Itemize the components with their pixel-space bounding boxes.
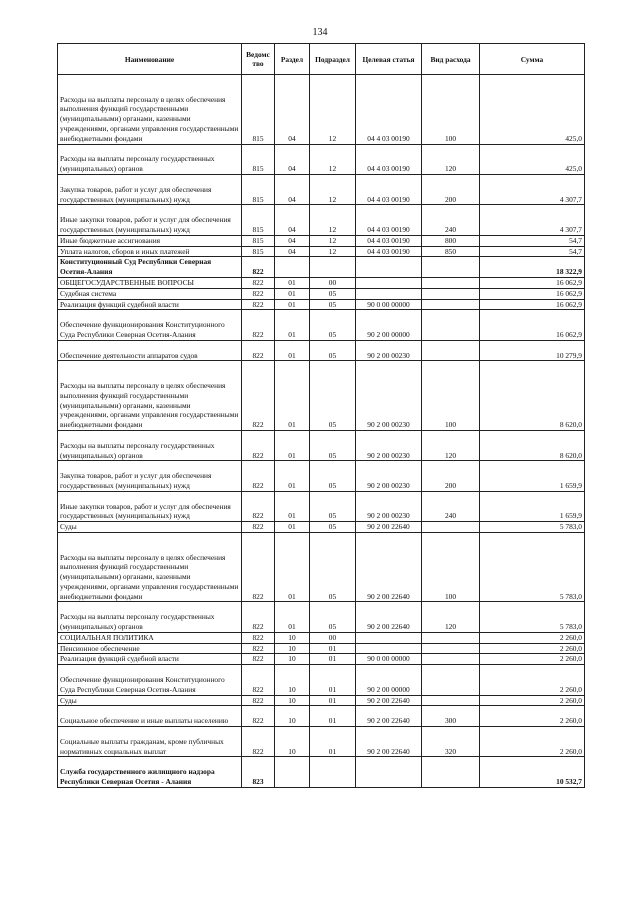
cell-podrazdel: 05: [310, 310, 356, 340]
cell-celevaya-statya: [356, 643, 422, 654]
cell-podrazdel: 05: [310, 532, 356, 602]
cell-summa: 8 620,0: [480, 430, 585, 460]
header-summa: Сумма: [480, 44, 585, 75]
cell-celevaya-statya: 04 4 03 00190: [356, 75, 422, 145]
cell-vid-rashoda: 240: [422, 205, 480, 235]
cell-vedomstvo: 815: [242, 246, 275, 257]
cell-summa: 2 260,0: [480, 654, 585, 665]
cell-celevaya-statya: 90 2 00 22640: [356, 532, 422, 602]
cell-name: Расходы на выплаты персоналу в целях обеспечения выполнения функций государственными (муниципальными) органами, казенными учреждениями, органами управления государственными внебюджетными фондами: [58, 75, 242, 145]
table-row: [58, 532, 585, 602]
cell-podrazdel: 05: [310, 288, 356, 299]
cell-name: Уплата налогов, сборов и иных платежей: [58, 246, 242, 257]
cell-vedomstvo: 815: [242, 205, 275, 235]
budget-table: [57, 43, 585, 788]
cell-name: Расходы на выплаты персоналу в целях обеспечения выполнения функций государственными (муниципальными) органами, казенными учреждениями, органами управления государственными внебюджетными фондами: [58, 361, 242, 431]
cell-name: СОЦИАЛЬНАЯ ПОЛИТИКА: [58, 632, 242, 643]
cell-summa: 2 260,0: [480, 706, 585, 727]
cell-podrazdel: 12: [310, 246, 356, 257]
cell-vedomstvo: 815: [242, 174, 275, 204]
cell-vid-rashoda: 120: [422, 430, 480, 460]
cell-name: ОБЩЕГОСУДАРСТВЕННЫЕ ВОПРОСЫ: [58, 277, 242, 288]
table-row: [58, 695, 585, 706]
cell-podrazdel: 01: [310, 654, 356, 665]
cell-vedomstvo: 822: [242, 257, 275, 278]
cell-vedomstvo: 822: [242, 532, 275, 602]
cell-podrazdel: 05: [310, 361, 356, 431]
cell-vedomstvo: 823: [242, 757, 275, 787]
cell-vid-rashoda: [422, 632, 480, 643]
cell-razdel: 10: [275, 727, 310, 757]
cell-name: Суды: [58, 695, 242, 706]
cell-name: Обеспечение функционирования Конституционного Суда Республики Северная Осетия-Алания: [58, 665, 242, 695]
cell-celevaya-statya: 90 2 00 22640: [356, 706, 422, 727]
cell-vid-rashoda: [422, 257, 480, 278]
cell-name: Конституционный Суд Республики Северная Осетия-Алания: [58, 257, 242, 278]
cell-razdel: 01: [275, 340, 310, 361]
cell-vid-rashoda: [422, 522, 480, 533]
cell-razdel: 10: [275, 665, 310, 695]
cell-razdel: 04: [275, 246, 310, 257]
cell-vedomstvo: 822: [242, 643, 275, 654]
cell-razdel: 01: [275, 532, 310, 602]
cell-vedomstvo: 822: [242, 602, 275, 632]
cell-celevaya-statya: 90 2 00 00000: [356, 310, 422, 340]
cell-podrazdel: 05: [310, 461, 356, 491]
cell-vedomstvo: 822: [242, 461, 275, 491]
cell-vid-rashoda: [422, 654, 480, 665]
cell-vedomstvo: 822: [242, 522, 275, 533]
cell-razdel: 04: [275, 144, 310, 174]
table-row: [58, 654, 585, 665]
table-row: [58, 205, 585, 235]
cell-summa: 4 307,7: [480, 205, 585, 235]
cell-vid-rashoda: [422, 277, 480, 288]
cell-razdel: 01: [275, 361, 310, 431]
cell-podrazdel: 01: [310, 706, 356, 727]
cell-razdel: 10: [275, 632, 310, 643]
cell-name: Служба государственного жилищного надзора Республики Северная Осетия - Алания: [58, 757, 242, 787]
cell-razdel: 01: [275, 461, 310, 491]
cell-summa: 425,0: [480, 144, 585, 174]
cell-razdel: 01: [275, 602, 310, 632]
cell-razdel: 04: [275, 174, 310, 204]
table-body: [58, 75, 585, 788]
cell-vedomstvo: 822: [242, 695, 275, 706]
cell-podrazdel: 12: [310, 75, 356, 145]
cell-summa: 5 783,0: [480, 532, 585, 602]
cell-name: Реализация функций судебной власти: [58, 299, 242, 310]
cell-podrazdel: 12: [310, 205, 356, 235]
cell-summa: 1 659,9: [480, 461, 585, 491]
page-number: 134: [312, 27, 328, 38]
table-row: [58, 643, 585, 654]
cell-summa: 54,7: [480, 246, 585, 257]
table-row: [58, 706, 585, 727]
cell-razdel: 04: [275, 235, 310, 246]
cell-vid-rashoda: 200: [422, 174, 480, 204]
cell-celevaya-statya: [356, 632, 422, 643]
cell-podrazdel: 05: [310, 522, 356, 533]
table-row: [58, 144, 585, 174]
cell-celevaya-statya: 90 2 00 22640: [356, 522, 422, 533]
cell-razdel: 01: [275, 299, 310, 310]
header-razdel: Раздел: [275, 44, 310, 75]
cell-podrazdel: 01: [310, 665, 356, 695]
table-row: [58, 299, 585, 310]
cell-vedomstvo: 822: [242, 491, 275, 521]
cell-summa: 16 062,9: [480, 288, 585, 299]
cell-podrazdel: 12: [310, 144, 356, 174]
cell-podrazdel: 05: [310, 602, 356, 632]
table-row: [58, 491, 585, 521]
table-row: [58, 665, 585, 695]
cell-vedomstvo: 822: [242, 430, 275, 460]
cell-vedomstvo: 822: [242, 632, 275, 643]
cell-summa: 4 307,7: [480, 174, 585, 204]
cell-summa: 1 659,9: [480, 491, 585, 521]
cell-podrazdel: 00: [310, 277, 356, 288]
cell-summa: 2 260,0: [480, 695, 585, 706]
cell-vedomstvo: 822: [242, 277, 275, 288]
cell-podrazdel: 01: [310, 727, 356, 757]
cell-podrazdel: [310, 757, 356, 787]
header-podrazdel: Подраздел: [310, 44, 356, 75]
cell-vid-rashoda: 850: [422, 246, 480, 257]
cell-razdel: 01: [275, 522, 310, 533]
cell-summa: 2 260,0: [480, 665, 585, 695]
cell-vedomstvo: 815: [242, 235, 275, 246]
cell-celevaya-statya: 90 0 00 00000: [356, 299, 422, 310]
table-row: [58, 430, 585, 460]
cell-celevaya-statya: 90 2 00 00000: [356, 665, 422, 695]
cell-summa: 54,7: [480, 235, 585, 246]
cell-name: Иные закупки товаров, работ и услуг для обеспечения государственных (муниципальных) нужд: [58, 491, 242, 521]
cell-razdel: 10: [275, 643, 310, 654]
cell-summa: 2 260,0: [480, 632, 585, 643]
cell-podrazdel: 05: [310, 299, 356, 310]
table-row: [58, 174, 585, 204]
cell-razdel: 01: [275, 310, 310, 340]
cell-podrazdel: [310, 257, 356, 278]
header-vid-rashoda: Вид расхода: [422, 44, 480, 75]
cell-razdel: [275, 757, 310, 787]
cell-celevaya-statya: 04 4 03 00190: [356, 205, 422, 235]
cell-razdel: 01: [275, 288, 310, 299]
cell-name: Реализация функций судебной власти: [58, 654, 242, 665]
cell-celevaya-statya: 04 4 03 00190: [356, 235, 422, 246]
cell-vedomstvo: 822: [242, 299, 275, 310]
cell-vid-rashoda: 120: [422, 602, 480, 632]
cell-name: Пенсионное обеспечение: [58, 643, 242, 654]
cell-name: Закупка товаров, работ и услуг для обеспечения государственных (муниципальных) нужд: [58, 461, 242, 491]
cell-celevaya-statya: [356, 288, 422, 299]
cell-summa: 18 322,9: [480, 257, 585, 278]
cell-name: Социальное обеспечение и иные выплаты населению: [58, 706, 242, 727]
cell-vedomstvo: 822: [242, 288, 275, 299]
cell-razdel: 01: [275, 277, 310, 288]
cell-name: Иные бюджетные ассигнования: [58, 235, 242, 246]
cell-celevaya-statya: 90 2 00 00230: [356, 340, 422, 361]
cell-podrazdel: 05: [310, 430, 356, 460]
cell-celevaya-statya: [356, 257, 422, 278]
cell-vid-rashoda: 320: [422, 727, 480, 757]
cell-celevaya-statya: 90 0 00 00000: [356, 654, 422, 665]
cell-razdel: 01: [275, 491, 310, 521]
cell-summa: 16 062,9: [480, 310, 585, 340]
cell-celevaya-statya: [356, 277, 422, 288]
cell-vid-rashoda: 100: [422, 532, 480, 602]
cell-vedomstvo: 815: [242, 75, 275, 145]
cell-razdel: 04: [275, 205, 310, 235]
cell-name: Обеспечение деятельности аппаратов судов: [58, 340, 242, 361]
cell-celevaya-statya: 90 2 00 22640: [356, 602, 422, 632]
cell-razdel: 10: [275, 695, 310, 706]
table-row: [58, 257, 585, 278]
cell-summa: 5 783,0: [480, 522, 585, 533]
cell-podrazdel: 05: [310, 340, 356, 361]
cell-celevaya-statya: 04 4 03 00190: [356, 174, 422, 204]
cell-vedomstvo: 822: [242, 340, 275, 361]
cell-name: Закупка товаров, работ и услуг для обеспечения государственных (муниципальных) нужд: [58, 174, 242, 204]
cell-summa: 2 260,0: [480, 643, 585, 654]
cell-name: Суды: [58, 522, 242, 533]
cell-vedomstvo: 822: [242, 310, 275, 340]
table-row: [58, 461, 585, 491]
cell-name: Судебная система: [58, 288, 242, 299]
cell-vedomstvo: 822: [242, 654, 275, 665]
cell-name: Расходы на выплаты персоналу в целях обеспечения выполнения функций государственными (муниципальными) органами, казенными учреждениями, органами управления государственными внебюджетными фондами: [58, 532, 242, 602]
cell-razdel: 01: [275, 430, 310, 460]
cell-summa: 425,0: [480, 75, 585, 145]
cell-name: Расходы на выплаты персоналу государственных (муниципальных) органов: [58, 602, 242, 632]
cell-vid-rashoda: [422, 695, 480, 706]
cell-vid-rashoda: [422, 310, 480, 340]
cell-celevaya-statya: 90 2 00 22640: [356, 727, 422, 757]
cell-celevaya-statya: 90 2 00 00230: [356, 430, 422, 460]
cell-razdel: [275, 257, 310, 278]
cell-vid-rashoda: 300: [422, 706, 480, 727]
cell-name: Обеспечение функционирования Конституционного Суда Республики Северная Осетия-Алания: [58, 310, 242, 340]
table-row: [58, 246, 585, 257]
cell-vedomstvo: 815: [242, 144, 275, 174]
cell-podrazdel: 12: [310, 235, 356, 246]
cell-podrazdel: 01: [310, 695, 356, 706]
cell-podrazdel: 00: [310, 632, 356, 643]
table-row: [58, 361, 585, 431]
cell-celevaya-statya: 04 4 03 00190: [356, 144, 422, 174]
cell-vid-rashoda: [422, 288, 480, 299]
cell-vid-rashoda: [422, 299, 480, 310]
cell-vedomstvo: 822: [242, 665, 275, 695]
cell-vid-rashoda: [422, 665, 480, 695]
cell-summa: 10 532,7: [480, 757, 585, 787]
cell-name: Иные закупки товаров, работ и услуг для обеспечения государственных (муниципальных) нужд: [58, 205, 242, 235]
cell-podrazdel: 12: [310, 174, 356, 204]
cell-celevaya-statya: 04 4 03 00190: [356, 246, 422, 257]
cell-razdel: 04: [275, 75, 310, 145]
cell-vedomstvo: 822: [242, 727, 275, 757]
cell-vid-rashoda: 240: [422, 491, 480, 521]
cell-celevaya-statya: [356, 757, 422, 787]
table-row: [58, 522, 585, 533]
cell-vid-rashoda: 120: [422, 144, 480, 174]
cell-name: Социальные выплаты гражданам, кроме публичных нормативных социальных выплат: [58, 727, 242, 757]
table-row: [58, 288, 585, 299]
cell-summa: 10 279,9: [480, 340, 585, 361]
header-celevaya-statya: Целевая статья: [356, 44, 422, 75]
table-row: [58, 602, 585, 632]
cell-vid-rashoda: 100: [422, 361, 480, 431]
cell-summa: 2 260,0: [480, 727, 585, 757]
cell-celevaya-statya: 90 2 00 22640: [356, 695, 422, 706]
table-row: [58, 757, 585, 787]
cell-summa: 16 062,9: [480, 299, 585, 310]
cell-vid-rashoda: 200: [422, 461, 480, 491]
cell-vid-rashoda: 100: [422, 75, 480, 145]
header-name: Наименование: [58, 44, 242, 75]
cell-celevaya-statya: 90 2 00 00230: [356, 461, 422, 491]
cell-name: Расходы на выплаты персоналу государственных (муниципальных) органов: [58, 144, 242, 174]
cell-celevaya-statya: 90 2 00 00230: [356, 361, 422, 431]
header-vedomstvo: Ведомс тво: [242, 44, 275, 75]
cell-podrazdel: 05: [310, 491, 356, 521]
cell-razdel: 10: [275, 706, 310, 727]
cell-razdel: 10: [275, 654, 310, 665]
table-row: [58, 340, 585, 361]
cell-summa: 16 062,9: [480, 277, 585, 288]
cell-summa: 5 783,0: [480, 602, 585, 632]
table-row: [58, 75, 585, 145]
cell-summa: 8 620,0: [480, 361, 585, 431]
cell-celevaya-statya: 90 2 00 00230: [356, 491, 422, 521]
cell-vid-rashoda: 800: [422, 235, 480, 246]
cell-vid-rashoda: [422, 643, 480, 654]
table-row: [58, 235, 585, 246]
table-row: [58, 277, 585, 288]
cell-podrazdel: 01: [310, 643, 356, 654]
cell-vid-rashoda: [422, 757, 480, 787]
table-header-row: [58, 44, 585, 75]
table-row: [58, 632, 585, 643]
table-row: [58, 727, 585, 757]
cell-vid-rashoda: [422, 340, 480, 361]
table-row: [58, 310, 585, 340]
cell-vedomstvo: 822: [242, 361, 275, 431]
cell-name: Расходы на выплаты персоналу государственных (муниципальных) органов: [58, 430, 242, 460]
cell-vedomstvo: 822: [242, 706, 275, 727]
